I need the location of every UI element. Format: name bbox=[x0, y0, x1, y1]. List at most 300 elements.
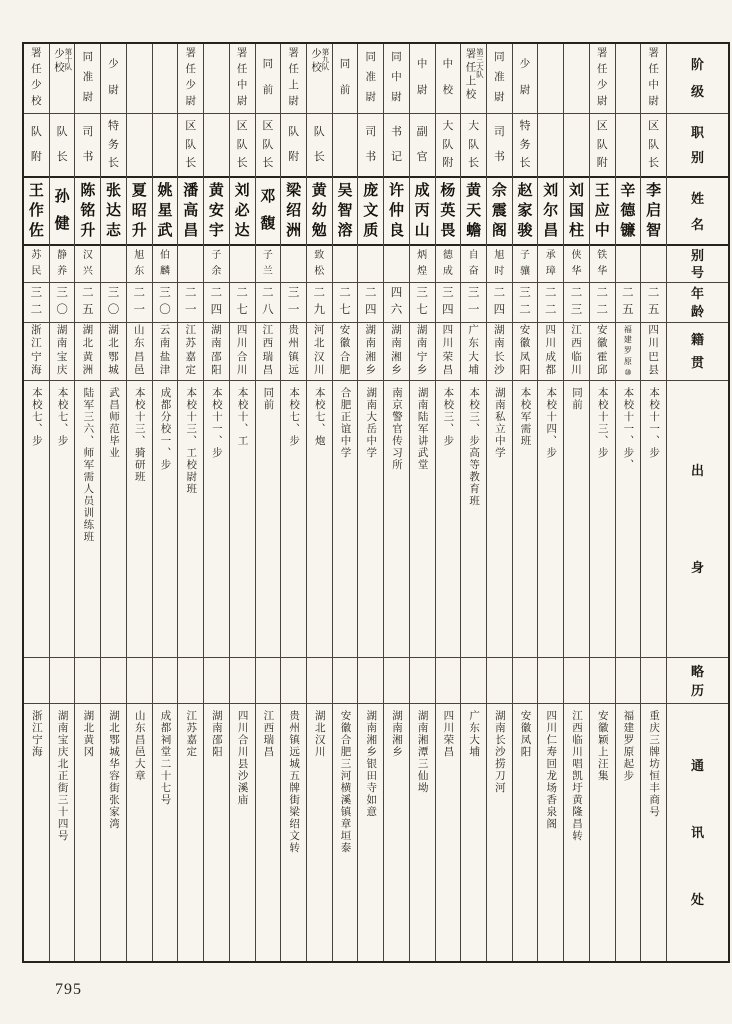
person-column bbox=[152, 44, 178, 961]
vertical-text: 许 仲 良 bbox=[388, 182, 404, 239]
cell-name bbox=[24, 178, 49, 246]
cell-career bbox=[410, 658, 435, 704]
vertical-text: 书 记 bbox=[390, 126, 402, 163]
cell-row-label-alias bbox=[667, 246, 728, 283]
cell-origin bbox=[307, 381, 332, 659]
cell-row-label-native bbox=[667, 323, 728, 381]
cell-name bbox=[590, 178, 615, 246]
vertical-text: 四川合川县沙溪庙 bbox=[236, 710, 248, 807]
cell-duty bbox=[358, 114, 383, 179]
vertical-text: 职 别 bbox=[690, 124, 704, 166]
vertical-text: 湖南宝庆北正街三十四号 bbox=[56, 710, 68, 843]
cell-origin bbox=[590, 381, 615, 659]
cell-age bbox=[564, 283, 589, 323]
cell-career bbox=[333, 658, 358, 704]
vertical-text: 旭 时 bbox=[494, 250, 505, 277]
rank-with-unit-note bbox=[52, 44, 71, 113]
person-column bbox=[512, 44, 538, 961]
vertical-text: 同 准 尉 bbox=[82, 52, 94, 103]
cell-duty bbox=[538, 114, 563, 179]
cell-alias bbox=[281, 246, 306, 283]
cell-origin bbox=[230, 381, 255, 659]
cell-address bbox=[487, 704, 512, 961]
cell-origin bbox=[75, 381, 100, 659]
vertical-text: 江西临川唱凯圩黄隆昌转 bbox=[570, 710, 582, 843]
cell-origin bbox=[333, 381, 358, 659]
vertical-text: 旭 东 bbox=[134, 250, 145, 277]
cell-address bbox=[230, 704, 255, 961]
cell-age bbox=[513, 283, 538, 323]
vertical-text: 三 〇 bbox=[56, 287, 68, 316]
vertical-text: 二 五 bbox=[622, 287, 634, 316]
cell-age bbox=[384, 283, 409, 323]
cell-age bbox=[333, 283, 358, 323]
vertical-text: 区 队 长 bbox=[236, 120, 248, 169]
vertical-text: 重庆三牌坊恒丰商号 bbox=[648, 710, 660, 819]
cell-native bbox=[461, 323, 486, 381]
cell-age bbox=[50, 283, 75, 323]
cell-native bbox=[230, 323, 255, 381]
cell-origin bbox=[153, 381, 178, 659]
person-column bbox=[332, 44, 358, 961]
cell-career bbox=[358, 658, 383, 704]
vertical-text: 湖南大岳中学 bbox=[365, 386, 377, 459]
cell-origin bbox=[564, 381, 589, 659]
cell-origin bbox=[178, 381, 203, 659]
vertical-text: 署 任 少 尉 bbox=[596, 48, 608, 107]
vertical-text: 同 中 尉 bbox=[391, 52, 402, 103]
cell-duty bbox=[513, 114, 538, 179]
cell-alias bbox=[75, 246, 100, 283]
cell-career bbox=[24, 658, 49, 704]
vertical-text: 本校十、工 bbox=[236, 386, 248, 447]
cell-career bbox=[50, 658, 75, 704]
cell-career bbox=[487, 658, 512, 704]
vertical-text: 同 准 尉 bbox=[365, 52, 376, 103]
vertical-text: 别 号 bbox=[690, 248, 704, 280]
cell-career bbox=[153, 658, 178, 704]
cell-age bbox=[204, 283, 229, 323]
cell-duty bbox=[101, 114, 126, 179]
vertical-text: 致 松 bbox=[314, 250, 325, 277]
cell-native bbox=[127, 323, 152, 381]
vertical-text: 子 骧 bbox=[520, 250, 531, 277]
cell-age bbox=[153, 283, 178, 323]
vertical-text: 湖 南 湘 乡 bbox=[391, 324, 402, 377]
cell-alias bbox=[410, 246, 435, 283]
vertical-text: 湖南陆军讲武堂 bbox=[416, 386, 428, 471]
vertical-text: 署 任 上 尉 bbox=[288, 48, 299, 107]
vertical-text: 李 启 智 bbox=[646, 182, 662, 239]
vertical-text: 少 尉 bbox=[108, 58, 119, 97]
cell-name bbox=[487, 178, 512, 246]
vertical-text: 安徽凤阳 bbox=[519, 710, 531, 759]
cell-career bbox=[204, 658, 229, 704]
cell-address bbox=[50, 704, 75, 961]
vertical-text: 署 任 少 校 bbox=[31, 48, 42, 107]
cell-duty bbox=[384, 114, 409, 179]
cell-career bbox=[256, 658, 281, 704]
vertical-text: 同前 bbox=[570, 386, 582, 411]
cell-duty bbox=[50, 114, 75, 179]
cell-native bbox=[641, 323, 666, 381]
cell-rank bbox=[75, 44, 100, 114]
vertical-text: 同 前 bbox=[339, 58, 351, 97]
vertical-text: 本校七、步 bbox=[56, 386, 68, 447]
cell-age bbox=[75, 283, 100, 323]
cell-rank bbox=[204, 44, 229, 114]
cell-name bbox=[307, 178, 332, 246]
person-column bbox=[126, 44, 152, 961]
cell-rank bbox=[333, 44, 358, 114]
vertical-text: 司 书 bbox=[365, 126, 377, 163]
cell-name bbox=[230, 178, 255, 246]
cell-address bbox=[153, 704, 178, 961]
vertical-text: 德 成 bbox=[442, 250, 453, 277]
cell-rank bbox=[487, 44, 512, 114]
cell-name bbox=[333, 178, 358, 246]
cell-origin bbox=[436, 381, 461, 659]
cell-row-label-rank bbox=[667, 44, 728, 114]
cell-native bbox=[101, 323, 126, 381]
rank-text: 少校 bbox=[52, 48, 64, 75]
vertical-text: 陆军三六、师军需人员训练班 bbox=[82, 386, 94, 543]
cell-rank bbox=[307, 44, 332, 114]
cell-origin bbox=[384, 381, 409, 659]
vertical-text: 二 三 bbox=[570, 287, 583, 316]
vertical-text: 安徽颖上汪集 bbox=[596, 710, 608, 783]
cell-duty bbox=[410, 114, 435, 179]
cell-duty bbox=[616, 114, 641, 179]
cell-address bbox=[333, 704, 358, 961]
vertical-text: 四 川 成 都 bbox=[545, 324, 557, 377]
vertical-text: 本校十三、骑研班 bbox=[133, 386, 145, 483]
person-column bbox=[177, 44, 203, 961]
cell-duty bbox=[127, 114, 152, 179]
cell-rank bbox=[281, 44, 306, 114]
vertical-text: 司 书 bbox=[493, 126, 505, 163]
cell-native bbox=[436, 323, 461, 381]
vertical-text: 二 四 bbox=[364, 287, 377, 316]
vertical-text: 张 达 志 bbox=[106, 182, 122, 239]
vertical-text: 杨 英 畏 bbox=[440, 182, 456, 239]
cell-native bbox=[281, 323, 306, 381]
cell-name bbox=[153, 178, 178, 246]
cell-career bbox=[178, 658, 203, 704]
cell-alias bbox=[333, 246, 358, 283]
vertical-text: 年 龄 bbox=[690, 286, 704, 319]
vertical-text: 本校三、步高等教育班 bbox=[468, 386, 480, 507]
cell-alias bbox=[127, 246, 152, 283]
vertical-text: 子 余 bbox=[211, 250, 222, 277]
cell-native bbox=[616, 323, 641, 381]
vertical-text: 出 身 bbox=[690, 463, 704, 575]
vertical-text: 三 〇 bbox=[107, 287, 120, 316]
cell-rank bbox=[564, 44, 589, 114]
person-column bbox=[357, 44, 383, 961]
person-column bbox=[383, 44, 409, 961]
vertical-text: 大 队 长 bbox=[468, 120, 480, 169]
cell-name bbox=[127, 178, 152, 246]
vertical-text: 安 徽 霍 邱 bbox=[596, 324, 608, 377]
vertical-text: 夏 昭 升 bbox=[131, 182, 147, 239]
vertical-text: 区 队 长 bbox=[648, 120, 660, 169]
cell-address bbox=[256, 704, 281, 961]
cell-duty bbox=[204, 114, 229, 179]
cell-rank bbox=[153, 44, 178, 114]
cell-rank bbox=[256, 44, 281, 114]
vertical-text: 湖南湘乡 bbox=[390, 710, 402, 759]
vertical-text: 孙 健 bbox=[54, 189, 70, 233]
vertical-text: 署 任 少 尉 bbox=[185, 48, 196, 107]
vertical-text: 湖 南 宁 乡 bbox=[416, 324, 428, 377]
vertical-text: 陈 铭 升 bbox=[80, 182, 96, 239]
vertical-text: 副 官 bbox=[416, 126, 428, 163]
cell-name bbox=[281, 178, 306, 246]
vertical-text: 承 璋 bbox=[545, 250, 556, 277]
vertical-text: 云 南 盐 津 bbox=[159, 324, 171, 377]
cell-address bbox=[358, 704, 383, 961]
cell-rank bbox=[513, 44, 538, 114]
cell-native bbox=[513, 323, 538, 381]
cell-address bbox=[590, 704, 615, 961]
cell-name bbox=[50, 178, 75, 246]
cell-native bbox=[410, 323, 435, 381]
person-column bbox=[486, 44, 512, 961]
cell-duty bbox=[230, 114, 255, 179]
vertical-text: 王 作 佐 bbox=[28, 182, 44, 239]
cell-rank bbox=[230, 44, 255, 114]
vertical-text: 湖北汉川 bbox=[313, 710, 325, 759]
vertical-text: 署 任 中 尉 bbox=[648, 48, 659, 107]
vertical-text: 本校七、炮 bbox=[313, 386, 325, 447]
vertical-text: 福 建 罗 原 ⑩ bbox=[623, 324, 632, 377]
vertical-text: 广东大埔 bbox=[468, 710, 480, 759]
vertical-text: 本校十三、工校尉班 bbox=[185, 386, 197, 495]
cell-address bbox=[436, 704, 461, 961]
cell-name bbox=[436, 178, 461, 246]
vertical-text: 赵 家 骏 bbox=[517, 182, 533, 239]
vertical-text: 黄 幼 勉 bbox=[311, 182, 327, 239]
cell-career bbox=[461, 658, 486, 704]
cell-alias bbox=[307, 246, 332, 283]
vertical-text: 河 北 汉 川 bbox=[314, 324, 325, 377]
vertical-text: 四 川 巴 县 bbox=[648, 324, 659, 377]
vertical-text: 安 徽 凤 阳 bbox=[519, 324, 531, 377]
cell-address bbox=[641, 704, 666, 961]
cell-age bbox=[281, 283, 306, 323]
vertical-text: 四 川 荣 昌 bbox=[442, 324, 454, 377]
vertical-text: 四 川 合 川 bbox=[236, 324, 248, 377]
vertical-text: 侠 华 bbox=[571, 250, 582, 277]
vertical-text: 三 一 bbox=[467, 287, 480, 316]
vertical-text: 成都分校一、步 bbox=[159, 386, 171, 471]
cell-origin bbox=[256, 381, 281, 659]
vertical-text: 二 二 bbox=[596, 287, 608, 316]
cell-name bbox=[256, 178, 281, 246]
vertical-text: 成都祠堂二十七号 bbox=[159, 710, 171, 807]
cell-career bbox=[641, 658, 666, 704]
cell-name bbox=[101, 178, 126, 246]
cell-name bbox=[178, 178, 203, 246]
cell-name bbox=[641, 178, 666, 246]
cell-origin bbox=[50, 381, 75, 659]
person-column bbox=[615, 44, 641, 961]
cell-native bbox=[487, 323, 512, 381]
cell-duty bbox=[75, 114, 100, 179]
person-column bbox=[589, 44, 615, 961]
cell-origin bbox=[410, 381, 435, 659]
cell-origin bbox=[538, 381, 563, 659]
vertical-text: 南京警官传习所 bbox=[390, 386, 402, 471]
cell-address bbox=[564, 704, 589, 961]
cell-career bbox=[590, 658, 615, 704]
vertical-text: 江西瑞昌 bbox=[262, 710, 274, 759]
vertical-text: 黄 安 宇 bbox=[208, 182, 224, 239]
vertical-text: 铁 华 bbox=[597, 250, 608, 277]
cell-career bbox=[307, 658, 332, 704]
vertical-text: 三 〇 bbox=[159, 287, 171, 316]
person-column bbox=[460, 44, 486, 961]
cell-address bbox=[461, 704, 486, 961]
person-column bbox=[229, 44, 255, 961]
cell-duty bbox=[153, 114, 178, 179]
vertical-text: 自 奋 bbox=[468, 250, 479, 277]
vertical-text: 二 五 bbox=[82, 287, 94, 316]
vertical-text: 二 五 bbox=[647, 287, 660, 316]
cell-rank bbox=[538, 44, 563, 114]
vertical-text: 湖南湘乡银田寺如意 bbox=[365, 710, 377, 819]
cell-row-label-name bbox=[667, 178, 728, 246]
vertical-text: 四川荣昌 bbox=[442, 710, 454, 759]
cell-duty bbox=[281, 114, 306, 179]
cell-rank bbox=[616, 44, 641, 114]
vertical-text: 区 队 附 bbox=[596, 120, 608, 169]
rank-with-unit-note bbox=[464, 44, 483, 113]
vertical-text: 伯 麟 bbox=[159, 250, 170, 277]
cell-alias bbox=[461, 246, 486, 283]
row-header-column bbox=[666, 44, 728, 961]
vertical-text: 湖 北 黄 洲 bbox=[82, 324, 94, 377]
cell-age bbox=[307, 283, 332, 323]
vertical-text: 四川仁寿回龙场香泉阁 bbox=[545, 710, 557, 831]
cell-row-label-address bbox=[667, 704, 728, 961]
vertical-text: 武昌师范毕业 bbox=[108, 386, 120, 459]
cell-address bbox=[616, 704, 641, 961]
cell-career bbox=[564, 658, 589, 704]
cell-name bbox=[538, 178, 563, 246]
cell-rank bbox=[641, 44, 666, 114]
person-column bbox=[255, 44, 281, 961]
cell-duty bbox=[256, 114, 281, 179]
vertical-text: 浙江宁海 bbox=[30, 710, 42, 759]
cell-rank bbox=[590, 44, 615, 114]
cell-origin bbox=[204, 381, 229, 659]
vertical-text: 中 校 bbox=[442, 58, 454, 97]
vertical-text: 中 尉 bbox=[416, 58, 428, 97]
person-column bbox=[306, 44, 332, 961]
vertical-text: 潘 高 昌 bbox=[183, 182, 199, 239]
cell-career bbox=[384, 658, 409, 704]
vertical-text: 三 二 bbox=[30, 287, 43, 316]
cell-alias bbox=[50, 246, 75, 283]
rank-with-unit-note bbox=[310, 44, 329, 113]
cell-origin bbox=[358, 381, 383, 659]
vertical-text: 安 徽 合 肥 bbox=[339, 324, 351, 377]
cell-rank bbox=[127, 44, 152, 114]
cell-age bbox=[410, 283, 435, 323]
vertical-text: 二 二 bbox=[545, 287, 557, 316]
vertical-text: 吴 智 溶 bbox=[337, 182, 353, 239]
unit-note: 第十队 bbox=[63, 48, 73, 71]
cell-age bbox=[24, 283, 49, 323]
cell-address bbox=[24, 704, 49, 961]
cell-rank bbox=[24, 44, 49, 114]
vertical-text: 同 前 bbox=[262, 58, 274, 97]
vertical-text: 三 四 bbox=[442, 287, 454, 316]
vertical-text: 特 务 长 bbox=[108, 120, 120, 169]
cell-duty bbox=[487, 114, 512, 179]
cell-age bbox=[616, 283, 641, 323]
cell-native bbox=[333, 323, 358, 381]
cell-career bbox=[513, 658, 538, 704]
cell-duty bbox=[641, 114, 666, 179]
cell-age bbox=[590, 283, 615, 323]
unit-note: 第三大队 bbox=[475, 48, 485, 78]
vertical-text: 队 长 bbox=[313, 126, 325, 163]
cell-address bbox=[410, 704, 435, 961]
cell-native bbox=[538, 323, 563, 381]
cell-career bbox=[127, 658, 152, 704]
cell-address bbox=[127, 704, 152, 961]
cell-alias bbox=[564, 246, 589, 283]
cell-row-label-duty bbox=[667, 114, 728, 179]
vertical-text: 贵 州 镇 远 bbox=[288, 324, 299, 377]
cell-duty bbox=[564, 114, 589, 179]
cell-native bbox=[564, 323, 589, 381]
cell-row-label-age bbox=[667, 283, 728, 323]
cell-name bbox=[513, 178, 538, 246]
vertical-text: 江苏嘉定 bbox=[185, 710, 197, 759]
vertical-text: 梁 绍 洲 bbox=[286, 182, 302, 239]
cell-name bbox=[410, 178, 435, 246]
person-column bbox=[640, 44, 666, 961]
cell-address bbox=[101, 704, 126, 961]
cell-alias bbox=[153, 246, 178, 283]
cell-name bbox=[384, 178, 409, 246]
cell-alias bbox=[178, 246, 203, 283]
vertical-text: 姓 名 bbox=[690, 190, 704, 232]
cell-rank bbox=[358, 44, 383, 114]
cell-rank bbox=[436, 44, 461, 114]
cell-native bbox=[178, 323, 203, 381]
vertical-text: 合肥正谊中学 bbox=[339, 386, 351, 459]
cell-origin bbox=[641, 381, 666, 659]
cell-rank bbox=[178, 44, 203, 114]
cell-age bbox=[436, 283, 461, 323]
vertical-text: 湖 南 宝 庆 bbox=[56, 324, 68, 377]
page-number: 795 bbox=[55, 981, 82, 998]
cell-native bbox=[384, 323, 409, 381]
person-column bbox=[24, 44, 49, 961]
cell-native bbox=[153, 323, 178, 381]
cell-native bbox=[204, 323, 229, 381]
vertical-text: 特 务 长 bbox=[519, 120, 531, 169]
cell-name bbox=[204, 178, 229, 246]
roster-table bbox=[22, 42, 730, 963]
cell-name bbox=[461, 178, 486, 246]
cell-native bbox=[50, 323, 75, 381]
